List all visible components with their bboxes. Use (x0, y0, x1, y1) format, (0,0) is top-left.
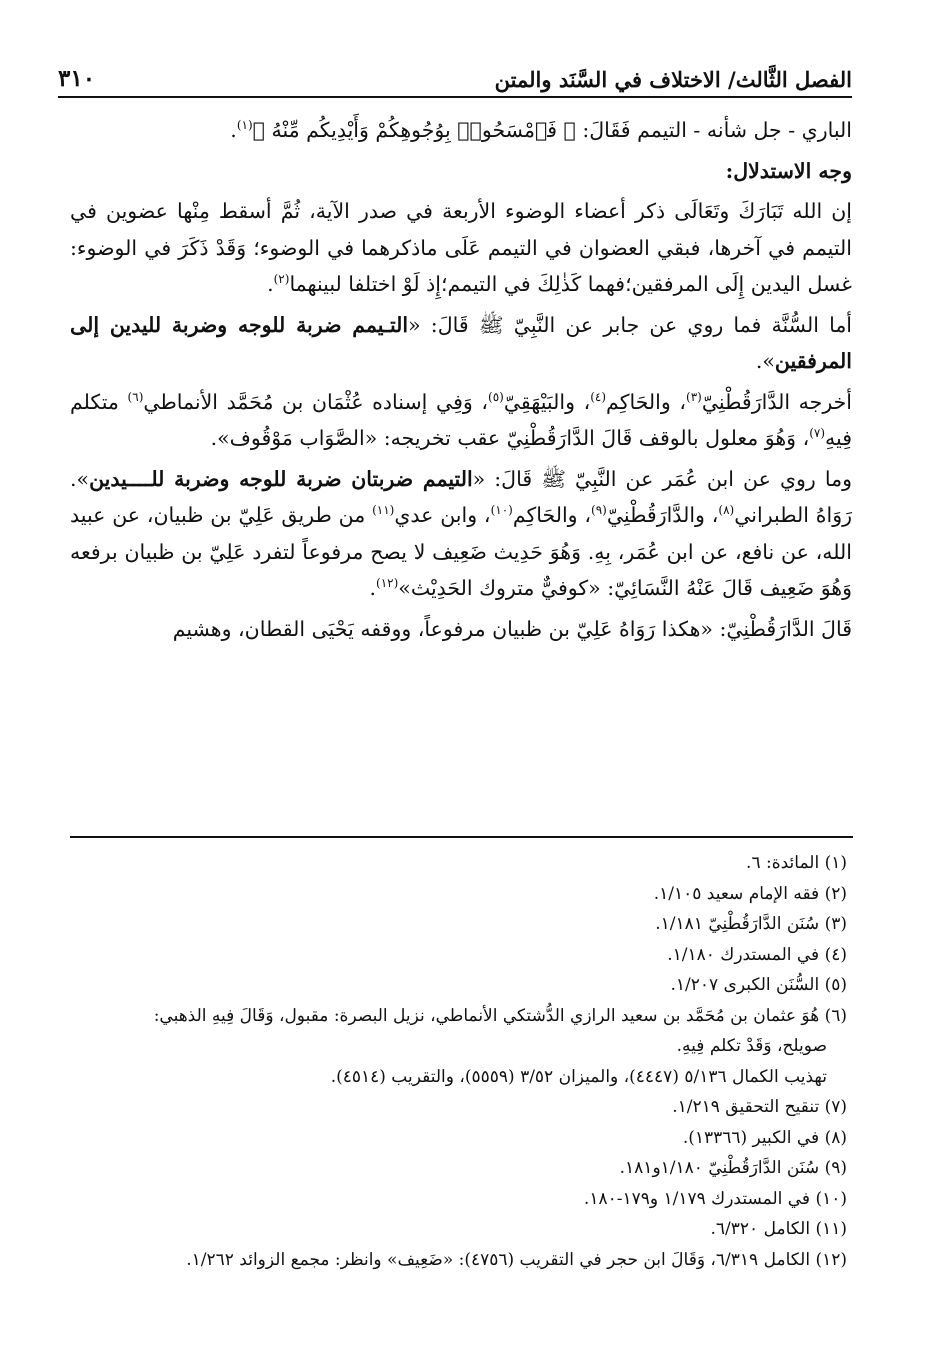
footnote-ref-6: (٦) (127, 389, 144, 404)
footnote-ref-1: (١) (236, 118, 253, 133)
text-run: ، وَفِي إسناده عُثْمَان بن مُحَمَّد الأنماطي (143, 389, 489, 414)
hadith-text-1: التـيمم ضربة للوجه وضربة لليدين إلى المرفقين (70, 312, 852, 373)
text-run: ، وابن عدي (394, 503, 491, 527)
paragraph-verse (70, 112, 852, 149)
text-run: . (369, 576, 377, 600)
paragraph-sunnah (70, 307, 852, 380)
text-run: من طريق عَلِيّ بن ظبيان، عن عبيد الله، عن نافع، عن ابن عُمَر، بِهِ. وَهُوَ حَدِيث ضَعِيف لا يصح مرفوعاً لتفرد عَلِيّ بن ظبيان برفعه وَهُوَ ضَعِيف قَالَ عَنْهُ النَّسَائِيّ: «كوفيٌّ متروك الحَدِيْث» (70, 503, 852, 600)
footnote-8: (٨) في الكبير (١٣٣٦٦). (682, 1127, 847, 1148)
paragraph-argument (70, 193, 852, 303)
footnotes (70, 848, 853, 1275)
footnote-ref-7: (٧) (809, 426, 826, 441)
footnote-ref-8: (٨) (718, 503, 735, 518)
footnote-ref-5: (٥) (488, 389, 504, 404)
argument-text: إن الله تَبَارَكَ وتَعَالَى ذكر أعضاء الوضوء الأربعة في صدر الآية، ثُمَّ أسقط مِنْها عضوين في التيمم في آخرها، فبقي العضوان في التيمم عَلَى ماذكرهما في الوضوء؛ وَقَدْ ذَكَرَ في الوضوء: غسل اليدين إِلَى المرفقين؛فهما كَذٰلِكَ في التيمم؛إِذ لَوْ اختلفا لبينهما (70, 199, 852, 296)
footnote-ref-4: (٤) (590, 389, 607, 404)
footnote-ref-11: (١١) (372, 503, 395, 518)
footnote-6-sources: تهذيب الكمال ٥/١٣٦ (٤٤٤٧)، والميزان ٣/٥٢ (٥٥٥٩)، والتقريب (٤٥١٤). (330, 1066, 827, 1087)
footnote-divider (70, 836, 853, 838)
paragraph-takhrij-2 (70, 461, 852, 607)
text-run: ». رَوَاهُ الطبراني (70, 466, 853, 527)
footnote-3: (٣) سُنَن الدَّارَقُطْنِيّ ١/١٨١. (655, 914, 847, 934)
sunnah-intro: أما السُّنَّة فما روي عن جابر عن النَّبِيّ ﷺ قَالَ: « (408, 312, 852, 337)
footnote-4: (٤) في المستدرك ١/١٨٠. (667, 944, 847, 965)
main-text (70, 112, 852, 651)
footnote-ref-3: (٣) (686, 389, 702, 404)
text-run: ، والحَاكِم (606, 389, 687, 414)
footnote-10: (١٠) في المستدرك ١/١٧٩ و١٧٩-١٨٠. (583, 1188, 847, 1209)
chapter-title: الفصل الثَّالث/ الاختلاف في السَّنَد والمتن (494, 67, 852, 92)
hadith-text-2: التيمم ضربتان ضربة للوجه وضربة للــــيدين (89, 466, 473, 491)
text-run: وما روي عن ابن عُمَر عن النَّبِيّ ﷺ قَالَ: « (472, 466, 853, 491)
text-run: ، وَهُوَ معلول بالوقف قَالَ الدَّارَقُطْنِيّ عقب تخريجه: «الصَّوَاب مَوْقُوف». (210, 426, 810, 450)
text-run: ، والدَّارَقُطْنِيّ (606, 503, 719, 527)
footnote-2: (٢) فقه الإمام سعيد ١/١٠٥. (653, 883, 847, 904)
footnote-12: (١٢) الكامل ٦/٣١٩، وَقَالَ ابن حجر في التقريب (٤٧٥٦): «ضَعِيف» وانظر: مجمع الزوائد ١/٢٦٢. (186, 1249, 847, 1270)
footnote-1: (١) المائدة: ٦. (746, 853, 847, 873)
punct: ». (755, 349, 775, 373)
section-heading: وجه الاستدلال: (725, 158, 852, 183)
footnote-6-continued: صويلح، وَقَدْ تكلم فِيهِ. (676, 1036, 827, 1056)
footnote-7: (٧) تنقيح التحقيق ١/٢١٩. (672, 1097, 847, 1117)
verse-text: الباري - جل شأنه - التيمم فَقَالَ: ﴿ فَٱمْسَحُوا۟ بِوُجُوهِكُمْ وَأَيْدِيكُم مِّنْهُ ﴾ (252, 118, 852, 142)
text-run: متكلم فِيهِ (70, 389, 852, 450)
punct: . (230, 118, 237, 142)
text-run: ، والبَيْهَقِيّ (503, 389, 591, 414)
paragraph-daraqutni: قَالَ الدَّارَقُطْنِيّ: «هكذا رَوَاهُ عَلِيّ بن ظبيان مرفوعاً، ووقفه يَحْيَى القطان، وهشيم (172, 616, 852, 641)
footnote-ref-2: (٢) (273, 272, 290, 287)
footnote-ref-12: (١٢) (376, 576, 399, 591)
footnote-ref-9: (٩) (591, 503, 607, 518)
text-run: ، والحَاكِم (512, 503, 591, 527)
footnote-9: (٩) سُنَن الدَّارَقُطْنِيّ ١/١٨٠و١٨١. (619, 1158, 847, 1178)
footnote-6: (٦) هُوَ عثمان بن مُحَمَّد بن سعيد الرازي الدُّشتكي الأنماطي، نزيل البصرة: مقبول، وَقَالَ فِيهِ الذهبي: (153, 1005, 847, 1026)
paragraph-takhrij-1 (70, 384, 852, 457)
footnote-11: (١١) الكامل ٦/٣٢٠. (710, 1219, 847, 1239)
running-header (58, 62, 852, 98)
footnote-ref-10: (١٠) (490, 503, 513, 518)
footnote-5: (٥) السُّنَن الكبرى ١/٢٠٧. (670, 975, 847, 995)
text-run: أخرجه الدَّارَقُطْنِيّ (701, 389, 852, 414)
punct: . (267, 272, 274, 296)
page-number: ٣١٠ (58, 65, 96, 92)
